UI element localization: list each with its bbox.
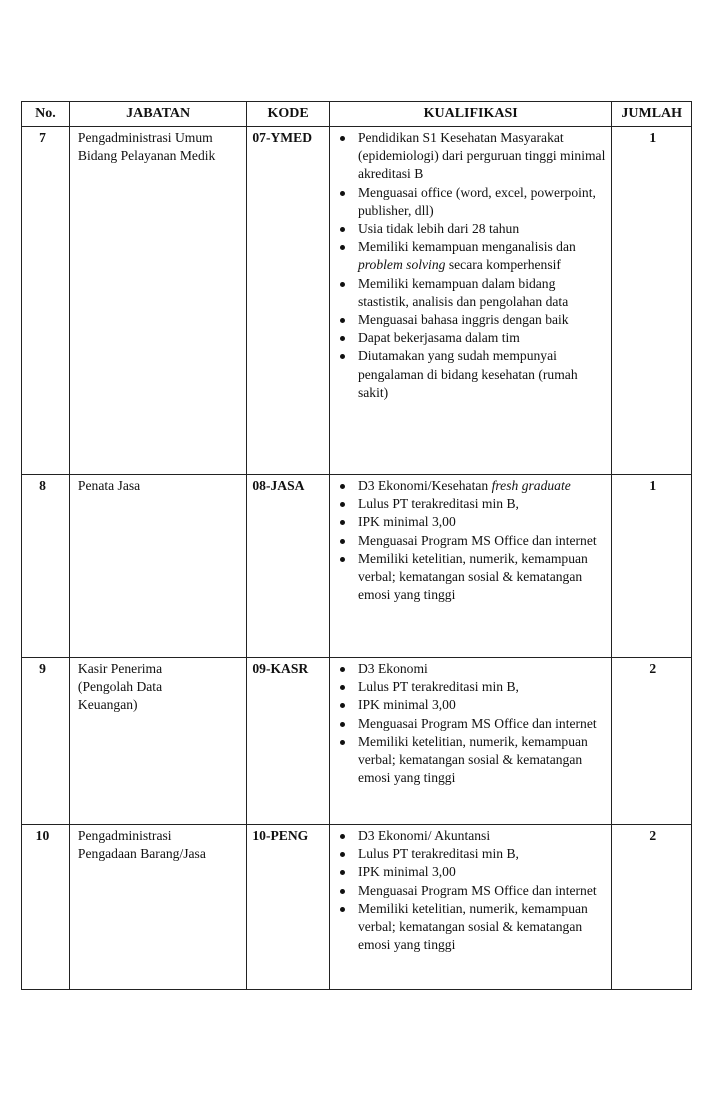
header-jabatan: JABATAN [69,102,246,127]
table-header-row [22,102,692,127]
job-code: 08-JASA [247,475,330,658]
qualification-item: Memiliki ketelitian, numerik, kemampuan verbal; kematangan sosial & kematangan emosi yang tinggi [336,900,607,955]
header-jumlah: JUMLAH [612,102,692,127]
table-row [22,475,692,658]
qualification-item: Lulus PT terakreditasi min B, [336,678,607,696]
qualification-item: D3 Ekonomi/Kesehatan fresh graduate [336,477,607,495]
qualification-item: Menguasai bahasa inggris dengan baik [336,311,607,329]
qualification-item: IPK minimal 3,00 [336,863,607,881]
qualification-item: Memiliki kemampuan dalam bidang stastistik, analisis dan pengolahan data [336,275,607,311]
row-number: 7 [22,127,70,475]
qualification-item: Memiliki ketelitian, numerik, kemampuan verbal; kematangan sosial & kematangan emosi yang tinggi [336,733,607,788]
qualification-item: Dapat bekerjasama dalam tim [336,329,607,347]
row-number: 8 [22,475,70,658]
qualification-item: IPK minimal 3,00 [336,513,607,531]
job-title-line: (Pengolah Data [77,679,163,695]
qualification-item: Menguasai office (word, excel, powerpoint, publisher, dll) [336,184,607,220]
qualifications [329,475,611,658]
qualification-item: Pendidikan S1 Kesehatan Masyarakat (epidemiologi) dari perguruan tinggi minimal akreditasi B [336,129,607,184]
qualification-item: D3 Ekonomi [336,660,607,678]
job-quota: 2 [612,825,692,990]
qualification-item: IPK minimal 3,00 [336,696,607,714]
table-row [22,825,692,990]
job-code: 09-KASR [247,658,330,825]
job-title-line: Pengadministrasi [77,828,172,843]
qualifications [329,658,611,825]
qualification-item: Menguasai Program MS Office dan internet [336,882,607,900]
job-title-line: Bidang Pelayanan Medik [77,148,216,164]
qualification-item: Lulus PT terakreditasi min B, [336,495,607,513]
job-quota: 1 [612,127,692,475]
row-number: 9 [22,658,70,825]
job-title-line: Penata Jasa [77,478,141,493]
job-quota: 1 [612,475,692,658]
qualifications [329,127,611,475]
qualification-list [336,477,607,604]
job-code: 10-PENG [247,825,330,990]
row-number: 10 [22,825,70,990]
qualification-list [336,660,607,787]
qualification-item: Diutamakan yang sudah mempunyai pengalaman di bidang kesehatan (rumah sakit) [336,347,607,402]
job-title-line: Pengadaan Barang/Jasa [77,846,206,862]
job-title [69,127,246,475]
qualifications [329,825,611,990]
qualification-item: Lulus PT terakreditasi min B, [336,845,607,863]
job-requirements-table [21,101,692,990]
table-row [22,127,692,475]
qualification-item: D3 Ekonomi/ Akuntansi [336,827,607,845]
job-title-line: Kasir Penerima [77,661,163,676]
job-title [69,658,246,825]
job-title-line: Pengadministrasi Umum [77,130,213,145]
qualification-item: Usia tidak lebih dari 28 tahun [336,220,607,238]
qualification-item: Memiliki ketelitian, numerik, kemampuan verbal; kematangan sosial & kematangan emosi yang tinggi [336,550,607,605]
table-row [22,658,692,825]
job-code: 07-YMED [247,127,330,475]
qualification-item: Menguasai Program MS Office dan internet [336,715,607,733]
header-kode: KODE [247,102,330,127]
table-body [22,127,692,990]
job-quota: 2 [612,658,692,825]
qualification-item: Memiliki kemampuan menganalisis dan problem solving secara komperhensif [336,238,607,274]
qualification-list [336,129,607,402]
job-title [69,475,246,658]
job-title [69,825,246,990]
qualification-item: Menguasai Program MS Office dan internet [336,532,607,550]
header-kualifikasi: KUALIFIKASI [329,102,611,127]
qualification-list [336,827,607,954]
job-title-line: Keuangan) [77,697,138,713]
header-no: No. [22,102,70,127]
